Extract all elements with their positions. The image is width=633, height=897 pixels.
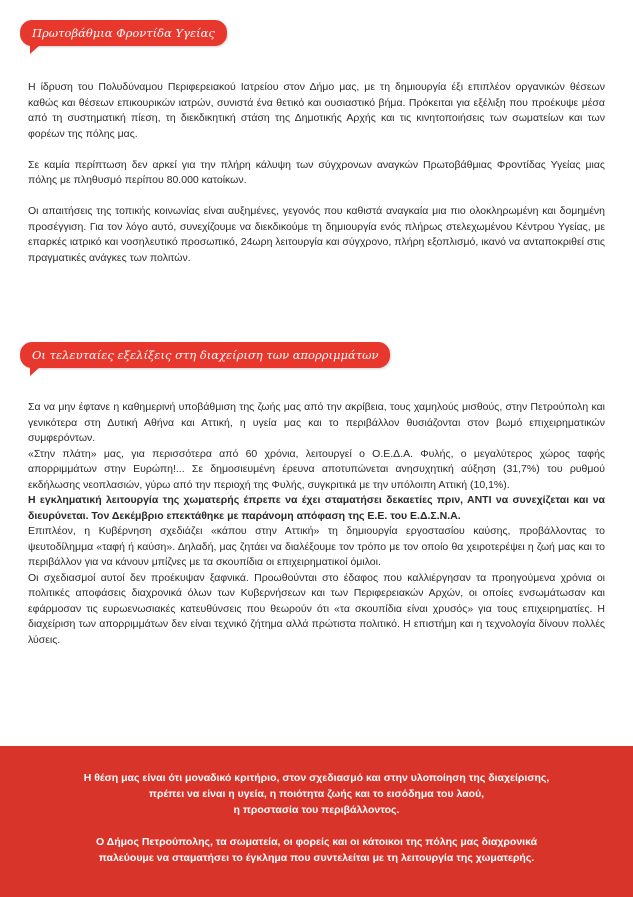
paragraph: «Στην πλάτη» μας, για περισσότερα από 60 χρόνια, λειτουργεί ο Ο.Ε.Δ.Α. Φυλής, ο μεγαλύτερος χώρος ταφής απορριμμάτων στην Ευρώπη!... Σε δημοσιευμένη έρευνα αποτυπώνεται ανησυχητική αύξηση (31,7%) του ρυθμού εκδήλωσης νεοπλασιών, γύρω από την περιοχή της Φυλής, συγκριτικά με την υπόλοιπη Αττική (10,1%).	[28, 447, 605, 491]
paragraph: Οι απαιτήσεις της τοπικής κοινωνίας είναι αυξημένες, γεγονός που καθιστά αναγκαία μια πιο ολοκληρωμένη και δομημένη προσέγγιση. Για τον λόγο αυτό, συνεχίζουμε να διεκδικούμε τη δημιουργία ενός πλήρως στελεχωμένου Κέντρου Υγείας, με επαρκές ιατρικό και νοσηλευτικό προσωπικό, 24ωρη λειτουργία και σύγχρονο, πλήρη εξοπλισμό, ικανό να ανταποκριθεί στις πραγματικές ανάγκες των πολιτών.	[28, 205, 605, 264]
footer-line: πρέπει να είναι η υγεία, η ποιότητα ζωής και το εισόδημα του λαού,	[148, 788, 485, 800]
footer-banner	[0, 746, 633, 897]
paragraph: Επιπλέον, η Κυβέρνηση σχεδιάζει «κάπου στην Αττική» τη δημιουργία εργοστασίου καύσης, προβάλλοντας το ψευτοδίλημμα «ταφή ή καύση». Δηλαδή, μας ζητάει να διαλέξουμε τον τρόπο με τον οποίο θα χειροτερέψει η ζωή μας και το περιβάλλον για να κάνουν μπίζνες με τα σκουπίδια οι επιχειρηματικοί όμιλοι.	[28, 525, 605, 568]
section-title-badge-waste	[20, 342, 390, 368]
section-title-badge-health	[20, 20, 227, 46]
section-health	[28, 80, 605, 282]
footer-spacer	[0, 818, 633, 834]
paragraph: Σε καμία περίπτωση δεν αρκεί για την πλήρη κάλυψη των σύγχρονων αναγκών Πρωτοβάθμιας Φροντίδας Υγείας μιας πόλης με πληθυσμό περίπου 80.000 κατοίκων.	[28, 158, 605, 186]
badge-tail	[30, 45, 40, 54]
footer-line: Ο Δήμος Πετρούπολης, τα σωματεία, οι φορείς και οι κάτοικοι της πόλης μας διαχρονικά	[95, 836, 538, 848]
section-title-waste: Οι τελευταίες εξελίξεις στη διαχείριση των απορριμμάτων	[32, 348, 379, 362]
paragraph: Οι σχεδιασμοί αυτοί δεν προέκυψαν ξαφνικά. Προωθούνται στο έδαφος που καλλιέργησαν τα προηγούμενα χρόνια οι πολιτικές αποφάσεις διαχρονικά όλων των Κυβερνήσεων και των Περιφερειακών Αρχών, οι οποίες ενσωμάτωσαν και εφάρμοσαν τις ευρωενωσιακές κατευθύνσεις που θεωρούν ότι «τα σκουπίδια είναι χρυσός» για τους επιχειρηματίες. Η διαχείριση των απορριμμάτων δεν είναι τεχνικό ζήτημα αλλά πρώτιστα πολιτικό. Η επιστήμη και η τεχνολογία δίνουν πολλές λύσεις.	[28, 571, 605, 646]
section-waste	[28, 400, 605, 648]
footer-line: παλεύουμε να σταματήσει το έγκλημα που συντελείται με τη λειτουργία της χωματερής.	[98, 852, 535, 864]
section-title-health: Πρωτοβάθμια Φροντίδα Υγείας	[32, 26, 215, 40]
badge-tail	[30, 367, 40, 376]
footer-line: η προστασία του περιβάλλοντος.	[233, 804, 400, 816]
paragraph: Σα να μην έφτανε η καθημερινή υποβάθμιση της ζωής μας από την ακρίβεια, τους χαμηλούς μισθούς, στην Πετρούπολη και γενικότερα στη Δυτική Αθήνα και Αττική, η υγεία μας και το περιβάλλον θυσιάζονται στον βωμό επιχειρηματικών συμφερόντων.	[28, 401, 605, 444]
footer-line: Η θέση μας είναι ότι μοναδικό κριτήριο, στον σχεδιασμό και στην υλοποίηση της διαχείρισης,	[83, 772, 550, 784]
paragraph: Η ίδρυση του Πολυδύναμου Περιφερειακού Ιατρείου στον Δήμο μας, με τη δημιουργία έξι επιπλέον οργανικών θέσεων καθώς και θέσεων επικουρικών ιατρών, συνιστά ένα θετικό και ουσιαστικό βήμα. Πρόκειται για εξέλιξη που προέκυψε μέσα από τη συστηματική πίεση, τη διεκδικητική στάση της Δημοτικής Αρχής και τις κινητοποιήσεις των σωματείων και των φορέων της πόλης μας.	[28, 81, 605, 140]
paragraph-bold: Η εγκληματική λειτουργία της χωματερής έπρεπε να έχει σταματήσει δεκαετίες πριν, ΑΝΤΙ να συνεχίζεται και να διευρύνεται. Τον Δεκέμβριο επεκτάθηκε με παράνομη απόφαση της Ε.Ε. του Ε.Δ.Σ.Ν.Α.	[28, 494, 605, 522]
